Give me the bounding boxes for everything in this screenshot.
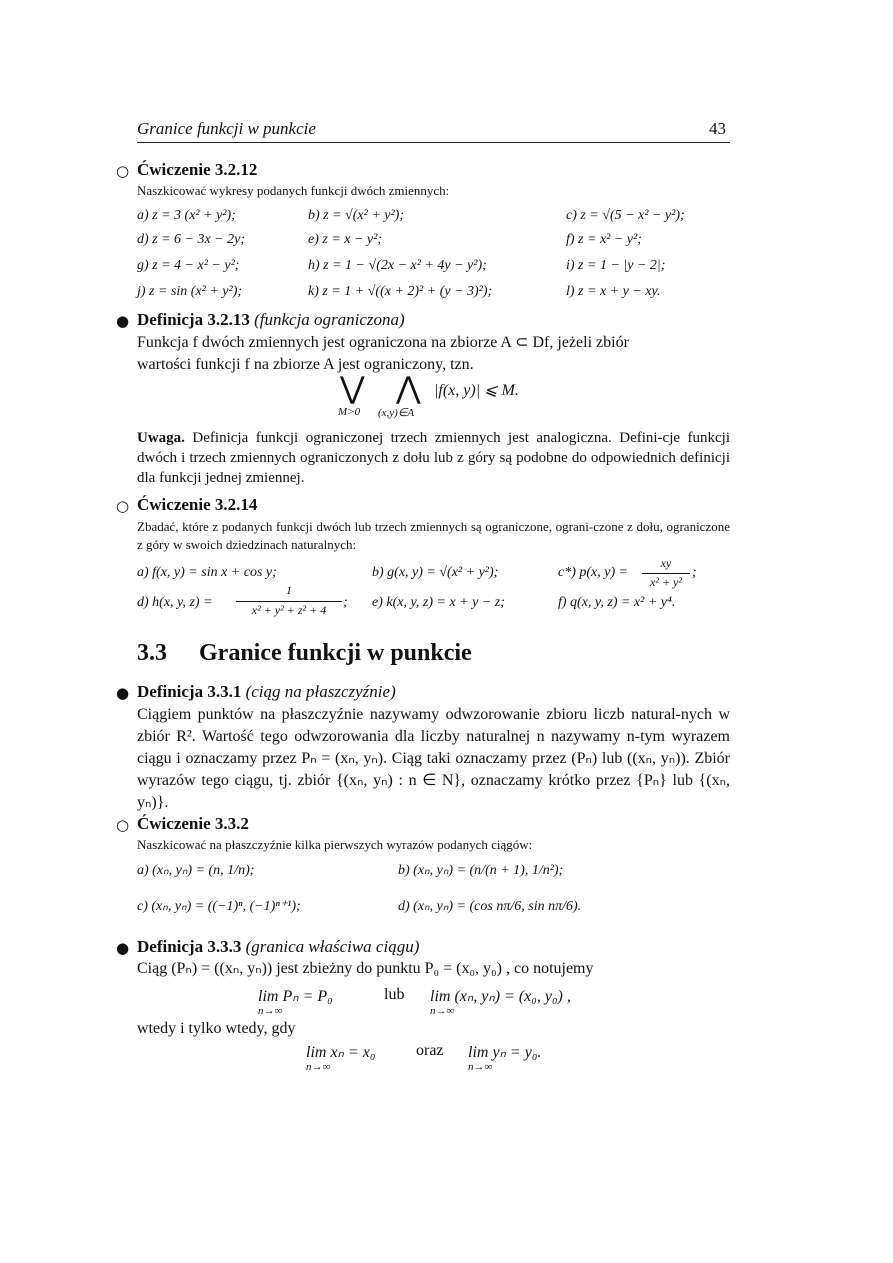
exercise-item: d) h(x, y, z) = <box>137 595 213 610</box>
definition-text-line: wtedy i tylko wtedy, gdy <box>137 1020 296 1037</box>
forall-subscript: (x,y)∈A <box>378 407 415 419</box>
filled-bullet-icon: ● <box>116 312 130 330</box>
exercise-item: c*) p(x, y) = <box>558 565 629 580</box>
limit-formula: lim yₙ = y₀. <box>468 1044 542 1061</box>
exercise-item: f) q(x, y, z) = x² + y⁴. <box>558 595 676 610</box>
fraction-numerator: 1 <box>286 583 292 597</box>
definition-heading <box>137 682 396 702</box>
exercise-item: e) k(x, y, z) = x + y − z; <box>372 595 505 610</box>
limit-formula: lim (xₙ, yₙ) = (x₀, y₀) , <box>430 988 571 1005</box>
exercise-heading: Ćwiczenie 3.2.12 <box>137 160 258 179</box>
section-number: 3.3 <box>137 640 167 666</box>
definition-number: Definicja 3.3.1 <box>137 682 242 701</box>
filled-bullet-icon: ● <box>116 939 130 957</box>
running-header-title: Granice funkcji w punkcie <box>137 119 316 138</box>
exercise-item: f) z = x² − y²; <box>566 232 642 247</box>
exercise-intro: Naszkicować na płaszczyźnie kilka pierwszych wyrazów podanych ciągów: <box>137 837 533 852</box>
limit-subscript: n→∞ <box>306 1061 331 1073</box>
forall-symbol: ⋀ <box>396 371 421 406</box>
exists-subscript: M>0 <box>338 406 361 418</box>
open-bullet-icon: ○ <box>116 162 130 180</box>
exercise-item: d) (xₙ, yₙ) = (cos nπ/6, sin nπ/6). <box>398 899 582 914</box>
exercise-item: g) z = 4 − x² − y²; <box>137 258 240 273</box>
exercise-item: b) (xₙ, yₙ) = (n/(n + 1), 1/n²); <box>398 863 564 878</box>
exercise-item: j) z = sin (x² + y²); <box>137 284 243 299</box>
limit-subscript: n→∞ <box>430 1005 455 1017</box>
fraction-bar <box>642 573 690 574</box>
definition-subtitle: (granica właściwa ciągu) <box>245 937 420 956</box>
exercise-item: h) z = 1 − √(2x − x² + 4y − y²); <box>308 258 487 273</box>
fraction-bar <box>236 601 342 602</box>
section-title: Granice funkcji w punkcie <box>199 640 472 666</box>
open-bullet-icon: ○ <box>116 497 130 515</box>
definition-text-line: wartości funkcji f na zbiorze A jest ograniczony, tzn. <box>137 356 474 373</box>
connector-word: lub <box>384 986 405 1003</box>
definition-text: Ciągiem punktów na płaszczyźnie nazywamy odwzorowanie zbioru liczb natural-nych w zbiór R². Wartość tego odwzorowania dla liczby naturalnej n nazywamy n-tym wyrazem ciągu i oznaczamy przez Pₙ = (xₙ, yₙ). Ciąg taki oznaczamy przez (Pₙ) lub ((xₙ, yₙ)). Zbiór wyrazów tego ciągu, tj. zbiór {(xₙ, yₙ) : n ∈ N}, oznaczamy krótko przez {Pₙ} lub {(xₙ, yₙ)}. <box>137 706 730 811</box>
definition-text-line: Ciąg (Pₙ) = ((xₙ, yₙ)) jest zbieżny do punktu P₀ = (x₀, y₀) , co notujemy <box>137 960 594 977</box>
fraction-denominator: x² + y² + z² + 4 <box>251 603 327 617</box>
fraction-suffix: ; <box>343 595 348 610</box>
remark-paragraph <box>137 428 730 494</box>
definition-subtitle: (funkcja ograniczona) <box>254 310 405 329</box>
limit-subscript: n→∞ <box>258 1005 283 1017</box>
definition-heading <box>137 310 405 330</box>
limit-formula: lim Pₙ = P₀ <box>258 988 333 1005</box>
exercise-heading: Ćwiczenie 3.3.2 <box>137 814 249 833</box>
exercise-item: a) f(x, y) = sin x + cos y; <box>137 565 277 580</box>
definition-text-line: Funkcja f dwóch zmiennych jest ograniczona na zbiorze A ⊂ Df, jeżeli zbiór <box>137 334 629 351</box>
open-bullet-icon: ○ <box>116 816 130 834</box>
exercise-item: b) g(x, y) = √(x² + y²); <box>372 565 499 580</box>
exercise-item: a) (xₙ, yₙ) = (n, 1/n); <box>137 863 255 878</box>
remark-label: Uwaga. <box>137 430 185 446</box>
definition-number: Definicja 3.3.3 <box>137 937 242 956</box>
exercise-item: c) z = √(5 − x² − y²); <box>566 208 685 223</box>
remark-text: Definicja funkcji ograniczonej trzech zmiennych jest analogiczna. Defini-cje funkcji dwóch i trzech zmiennych ograniczonych z dołu lub z góry są podobne do odpowiednich definicji dla funkcji jednej zmiennej. <box>137 430 731 486</box>
exercise-item: b) z = √(x² + y²); <box>308 208 404 223</box>
definition-subtitle: (ciąg na płaszczyźnie) <box>245 682 396 701</box>
fraction-denominator: x² + y² <box>650 575 682 589</box>
exercise-item: a) z = 3 (x² + y²); <box>137 208 236 223</box>
definition-formula: |f(x, y)| ⩽ M. <box>434 382 519 399</box>
page-number: 43 <box>709 119 726 138</box>
exercise-item: d) z = 6 − 3x − 2y; <box>137 232 246 247</box>
exercise-item: k) z = 1 + √((x + 2)² + (y − 3)²); <box>308 284 493 299</box>
exercise-intro: Zbadać, które z podanych funkcji dwóch lub trzech zmiennych są ograniczone, ograni-czone z dołu, ograniczone z góry w swoich dziedzinach naturalnych: <box>137 519 730 552</box>
exercise-intro: Naszkicować wykresy podanych funkcji dwóch zmiennych: <box>137 183 450 198</box>
fraction-numerator: xy <box>660 556 672 570</box>
section-heading <box>137 640 472 667</box>
fraction-suffix: ; <box>692 565 697 580</box>
limit-subscript: n→∞ <box>468 1061 493 1073</box>
exercise-item: l) z = x + y − xy. <box>566 284 661 299</box>
exercise-heading: Ćwiczenie 3.2.14 <box>137 495 258 514</box>
definition-number: Definicja 3.2.13 <box>137 310 250 329</box>
connector-word: oraz <box>416 1042 444 1059</box>
header-rule <box>137 142 730 143</box>
limit-formula: lim xₙ = x₀ <box>306 1044 376 1061</box>
definition-heading <box>137 937 419 957</box>
filled-bullet-icon: ● <box>116 684 130 702</box>
exists-symbol: ⋁ <box>340 371 365 406</box>
exercise-item: c) (xₙ, yₙ) = ((−1)ⁿ, (−1)ⁿ⁺¹); <box>137 899 301 914</box>
exercise-item: e) z = x − y²; <box>308 232 383 247</box>
exercise-item: i) z = 1 − |y − 2|; <box>566 258 666 273</box>
